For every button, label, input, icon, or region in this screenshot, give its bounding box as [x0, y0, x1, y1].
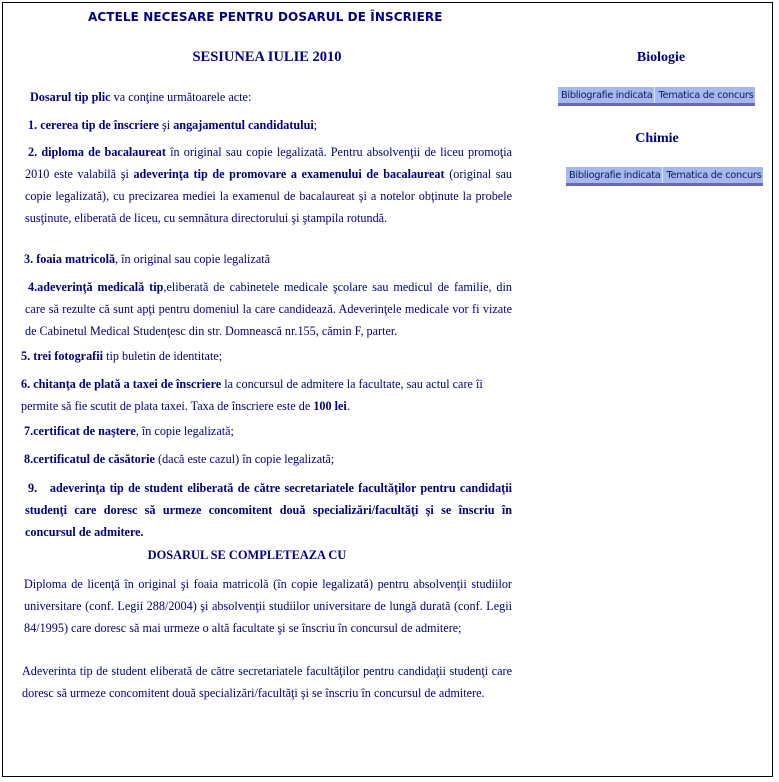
item-number: 2.: [28, 145, 38, 159]
session-heading: SESIUNEA IULIE 2010: [192, 49, 342, 65]
biologie-tematica-button[interactable]: Tematica de concurs: [655, 87, 755, 103]
item-number: 3.: [24, 252, 34, 266]
intro-paragraph: [30, 86, 520, 108]
biologie-bibliografie-button[interactable]: Bibliografie indicata: [558, 87, 655, 103]
item-text: , în copie legalizată;: [135, 424, 234, 438]
item-bold: adeverinţă medicală tip: [37, 280, 164, 294]
item-text-end: (original sau copie legalizată), cu precizarea mediei la examenul de bacalaureat şi a notelor obţinute la probele susţinute, eliberată de liceu, cu semnătura directorului şi ştampila rotundă.: [25, 167, 513, 225]
item-number: 1.: [28, 118, 38, 132]
list-item-6: [21, 373, 512, 417]
item-text-end: ;: [313, 118, 318, 132]
item-number: 7.: [24, 424, 34, 438]
list-item-8: [24, 448, 514, 470]
item-text: tip buletin de identitate;: [103, 349, 223, 363]
list-item-2: [25, 141, 512, 229]
completion-paragraph-1: Diploma de licenţă în original şi foaia matricolă (în copie legalizată) pentru absolvenţii studiilor universitare (conf. Legii 288/2004) şi absolvenţii studiilor universitare de lungă durată (conf. Legii 84/1995) care doresc să mai urmeze o altă facultate şi se înscriu în concursul de admitere;: [24, 577, 512, 635]
chimie-tematica-button[interactable]: Tematica de concurs: [663, 167, 763, 183]
item-bold: certificat de naştere: [33, 424, 136, 438]
item-number: 6.: [21, 377, 31, 391]
item-text: la concursul de admitere la facultate, sau actul care îi permite să fie scutit de plata taxei. Taxa de înscriere este de: [21, 377, 483, 413]
item-number: 5.: [21, 349, 31, 363]
intro-text: va conţine următoarele acte:: [110, 90, 252, 104]
chimie-button-bar: [566, 167, 763, 186]
biologie-button-bar: [558, 87, 755, 106]
intro-bold: Dosarul tip plic: [30, 90, 111, 104]
item-number: 4.: [28, 280, 38, 294]
item-text: şi: [158, 118, 174, 132]
item-number: 9.: [28, 481, 38, 495]
completion-heading: DOSARUL SE COMPLETEAZA CU: [147, 548, 347, 562]
list-item-4: [25, 276, 512, 342]
page-title: ACTELE NECESARE PENTRU DOSARUL DE ÎNSCRIERE: [88, 10, 443, 24]
item-bold-2: angajamentul candidatului: [173, 118, 314, 132]
item-bold-2: adeverinţa tip de promovare a examenului de bacalaureat: [133, 167, 445, 181]
list-item-1: [28, 114, 512, 136]
list-item-7: [24, 420, 514, 442]
item-bold: certificatul de căsătorie: [33, 452, 155, 466]
section-title-chimie: Chimie: [635, 131, 679, 146]
section-title-biologie: Biologie: [636, 50, 686, 65]
item-bold: foaia matricolă: [33, 252, 116, 266]
list-item-3: [24, 248, 514, 270]
completion-paragraph-2: Adeverinta tip de student eliberată de către secretariatele facultăţilor pentru candidaţii studenţi care doresc să urmeze concomitent două specializări/facultăţi şi se înscriu în concursul de admitere.: [22, 664, 512, 700]
item-bold: adeverinţa tip de student eliberată de către secretariatele facultăţilor pentru candidaţii studenţi care doresc să urmeze concomitent două specializări/facultăţi şi se înscriu în concursul de admitere.: [25, 481, 516, 539]
item-bold: chitanţa de plată a taxei de înscriere: [30, 377, 222, 391]
chimie-bibliografie-button[interactable]: Bibliografie indicata: [566, 167, 663, 183]
item-bold: cererea tip de înscriere: [37, 118, 159, 132]
item-text: , în original sau copie legalizată: [115, 252, 271, 266]
item-text-end: .: [346, 399, 350, 413]
item-bold: diploma de bacalaureat: [37, 145, 166, 159]
item-bold-2: 100 lei: [313, 399, 347, 413]
item-bold: trei fotografii: [30, 349, 104, 363]
item-text: (dacă este cazul) în copie legalizată;: [154, 452, 335, 466]
item-text: ,eliberată de cabinetele medicale şcolare sau medicul de familie, din care să rezulte că sunt apţi pentru domeniul la care candidează. Adeverinţele medicale vor fi vizate de Cabinetul Medical Studenţesc din str. Domnească nr.155, cămin F, parter.: [25, 280, 512, 338]
list-item-5: [21, 345, 511, 367]
list-item-9: [25, 477, 516, 543]
item-number: 8.: [24, 452, 34, 466]
item-text: în original sau copie legalizată. Pentru absolvenţii de liceu promoţia 2010 este valabilă şi: [25, 145, 512, 181]
